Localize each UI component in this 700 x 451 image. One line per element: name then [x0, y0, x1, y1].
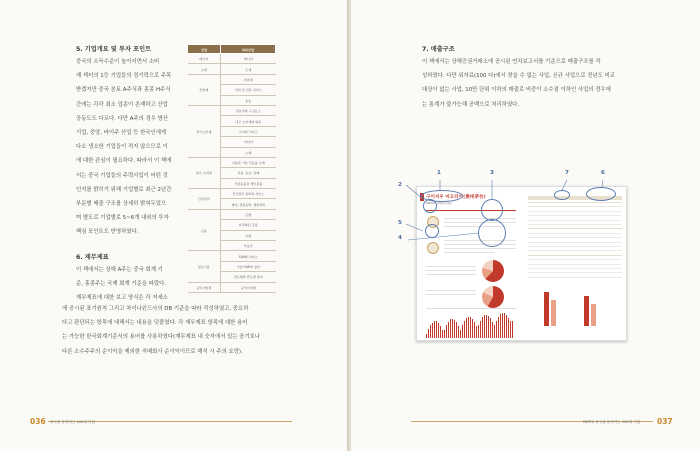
body-text-line: 중국의 소득수준이 높아지면서 소비: [76, 59, 160, 65]
body-text-line: 핵심 포인트도 반영하였다.: [76, 229, 139, 236]
table-cell-subindustry: 가정용품과 개인용품: [221, 178, 276, 188]
table-cell-subindustry: 내구 소비재와 의류: [221, 116, 276, 126]
table-cell-subindustry: 부동산: [221, 241, 276, 251]
body-text-line: 재 섹터의 1등 기업들의 경기력으로 주목: [76, 73, 172, 80]
callout-label-7: 7: [565, 170, 569, 176]
body-text-line: 공동도도 다르다. 다만 A주의 경우 방산: [76, 115, 169, 122]
table-cell-subindustry: 상업 및 전문 서비스: [221, 85, 276, 95]
callout-label-3: 3: [490, 170, 494, 176]
table-cell-industry: 정보기술: [188, 251, 221, 282]
table-cell-subindustry: 식품과 기본 식료품 소매: [221, 157, 276, 167]
body-text-line: 다른 소수주주의 순이익을 제외한 지배회사 순이익이므로 해석 시 주의 요망).: [62, 348, 243, 355]
body-text-line: 다소 생소한 기업들이 적지 않으므로 이: [76, 144, 168, 151]
table-row: [188, 251, 276, 261]
sample-company-subtitle: 600519 · 상해증권거래소: [426, 202, 453, 205]
body-text-line: 서는 중국 기업들의 주력사업이 어떤 것: [76, 172, 168, 179]
callout-label-4: 4: [398, 235, 402, 241]
callout-label-1: 1: [437, 170, 441, 176]
callout-label-6: 6: [601, 170, 605, 176]
table-row: [188, 64, 276, 74]
table-cell-subindustry: 자동차와 구성요소: [221, 105, 276, 115]
table-cell-subindustry: 제약, 생물공학, 생명과학: [221, 199, 276, 209]
section6-body-narrow: [76, 263, 182, 306]
body-text-line: 재무제표에 대한 보고 양식은 각 저세소: [76, 295, 168, 302]
body-text-line: 부문별 매출 구조를 상세히 밝혀두었으: [76, 201, 167, 208]
table-row: [188, 189, 276, 199]
table-cell-industry: 금융: [188, 209, 221, 251]
table-cell-subindustry: 보험: [221, 230, 276, 240]
body-text-line: 며 별도로 기업별로 5~6개 내외의 투자: [76, 215, 169, 222]
table-row: [188, 54, 276, 64]
table-cell-subindustry: 은행: [221, 209, 276, 219]
callout-label-2: 2: [398, 182, 402, 188]
table-cell-subindustry: 운송: [221, 95, 276, 105]
section6-body-full: [62, 302, 296, 359]
table-cell-subindustry: 미디어: [221, 137, 276, 147]
body-text-line: 대상이 없는 사업, 10만 단위 이하의 매출로 비중이 소수점 이하인 사업의 경우에: [422, 87, 611, 94]
table-cell-subindustry: 다각화된 금융: [221, 220, 276, 230]
body-text-line: 기업, 중앙, 바이주 산업 등 한국인에게: [76, 130, 167, 137]
table-cell-subindustry: 공익사업체: [221, 282, 276, 292]
table-header-subindustry: 하부산업: [221, 45, 276, 54]
body-text-line: 이 책에서는 상해 A주는 중국 회계 기: [76, 267, 163, 273]
table-cell-subindustry: 반도체와 반도체 장비: [221, 272, 276, 282]
table-row: [188, 74, 276, 84]
table-cell-subindustry: 소재: [221, 64, 276, 74]
table-header-industry: 산업: [188, 45, 221, 54]
sample-company-title: 구이저우 마오타이(贵州茅台): [426, 195, 486, 200]
section6-title: 6. 재무제표: [76, 254, 109, 261]
table-cell-subindustry: 소비자 서비스: [221, 126, 276, 136]
body-text-line: 는 통계가 불가능해 공백으로 처리하였다.: [422, 101, 520, 108]
footer-book-title-left: 중국을 움직이는 100대 기업: [50, 420, 96, 424]
body-text-line: 에 공시된 표기원칙 그리고 차이나윈드사의 DB 기준을 따라 작성하였고, 중요하: [62, 306, 249, 312]
section7-title: 7. 매출구조: [422, 46, 455, 53]
body-text-line: 준, 홍콩주는 국제 회계 기준을 따랐다.: [76, 281, 167, 288]
table-cell-subindustry: 소매: [221, 147, 276, 157]
table-cell-subindustry: 에너지: [221, 54, 276, 64]
section5-title: 5. 기업개요 및 투자 포인트: [76, 46, 152, 53]
table-cell-industry: 산업재: [188, 74, 221, 105]
table-row: [188, 282, 276, 292]
table-cell-industry: 공익사업체: [188, 282, 221, 292]
footer-book-title-right: PART2 중국을 움직이는 100대 기업: [583, 420, 641, 424]
table-cell-industry: 필수 소비재: [188, 157, 221, 188]
section5-body: [76, 55, 182, 240]
body-text-line: 이 책에서는 상해증권거래소에 공시된 연차보고서를 기준으로 매출구조를 작: [422, 59, 601, 65]
body-text-line: 는 가능한 한국회계기준서의 용어를 사용하였다(재무제표 내 숫자에서 있는 음기호나: [62, 334, 261, 341]
table-cell-subindustry: S/W와 서비스: [221, 251, 276, 261]
table-row: [188, 105, 276, 115]
page-number-right: 037: [657, 417, 673, 426]
table-row: [188, 157, 276, 167]
table-cell-subindustry: 자본재: [221, 74, 276, 84]
page-number-left: 036: [30, 417, 46, 426]
industry-table: [187, 44, 276, 293]
body-text-line: 다고 판단되는 항목에 대해서는 내용을 덧붙였다. 각 재무제표 항목에 대한 용어: [62, 320, 248, 327]
table-cell-subindustry: 건강관리 장비와 서비스: [221, 189, 276, 199]
callout-label-5: 5: [398, 220, 402, 226]
table-row: [188, 209, 276, 219]
table-cell-industry: 에너지: [188, 54, 221, 64]
table-cell-industry: 소재: [188, 64, 221, 74]
body-text-line: 인지를 밝히기 위해 기업별로 최근 2년간: [76, 186, 172, 193]
table-cell-industry: 건강관리: [188, 189, 221, 210]
body-text-line: 받겠지만 중국 본토 A주식과 홍콩 H주식: [76, 87, 171, 94]
left-page: [0, 0, 349, 451]
body-text-line: 에 대한 관심이 필요하다. 따라서 이 책에: [76, 158, 172, 165]
table-cell-industry: 경기소비재: [188, 105, 221, 157]
table-cell-subindustry: 식품, 음료, 담배: [221, 168, 276, 178]
table-cell-subindustry: 기술 H/W와 장비: [221, 261, 276, 271]
body-text-line: 간에는 각각 최소 업종이 존재하고 산업: [76, 101, 168, 108]
body-text-line: 성하였다. 다만 위자료(100 다)에서 찾을 수 없는 사업, 신규 사업으로 전년도 비교: [422, 73, 615, 80]
callout-leader-lines: [351, 0, 700, 451]
